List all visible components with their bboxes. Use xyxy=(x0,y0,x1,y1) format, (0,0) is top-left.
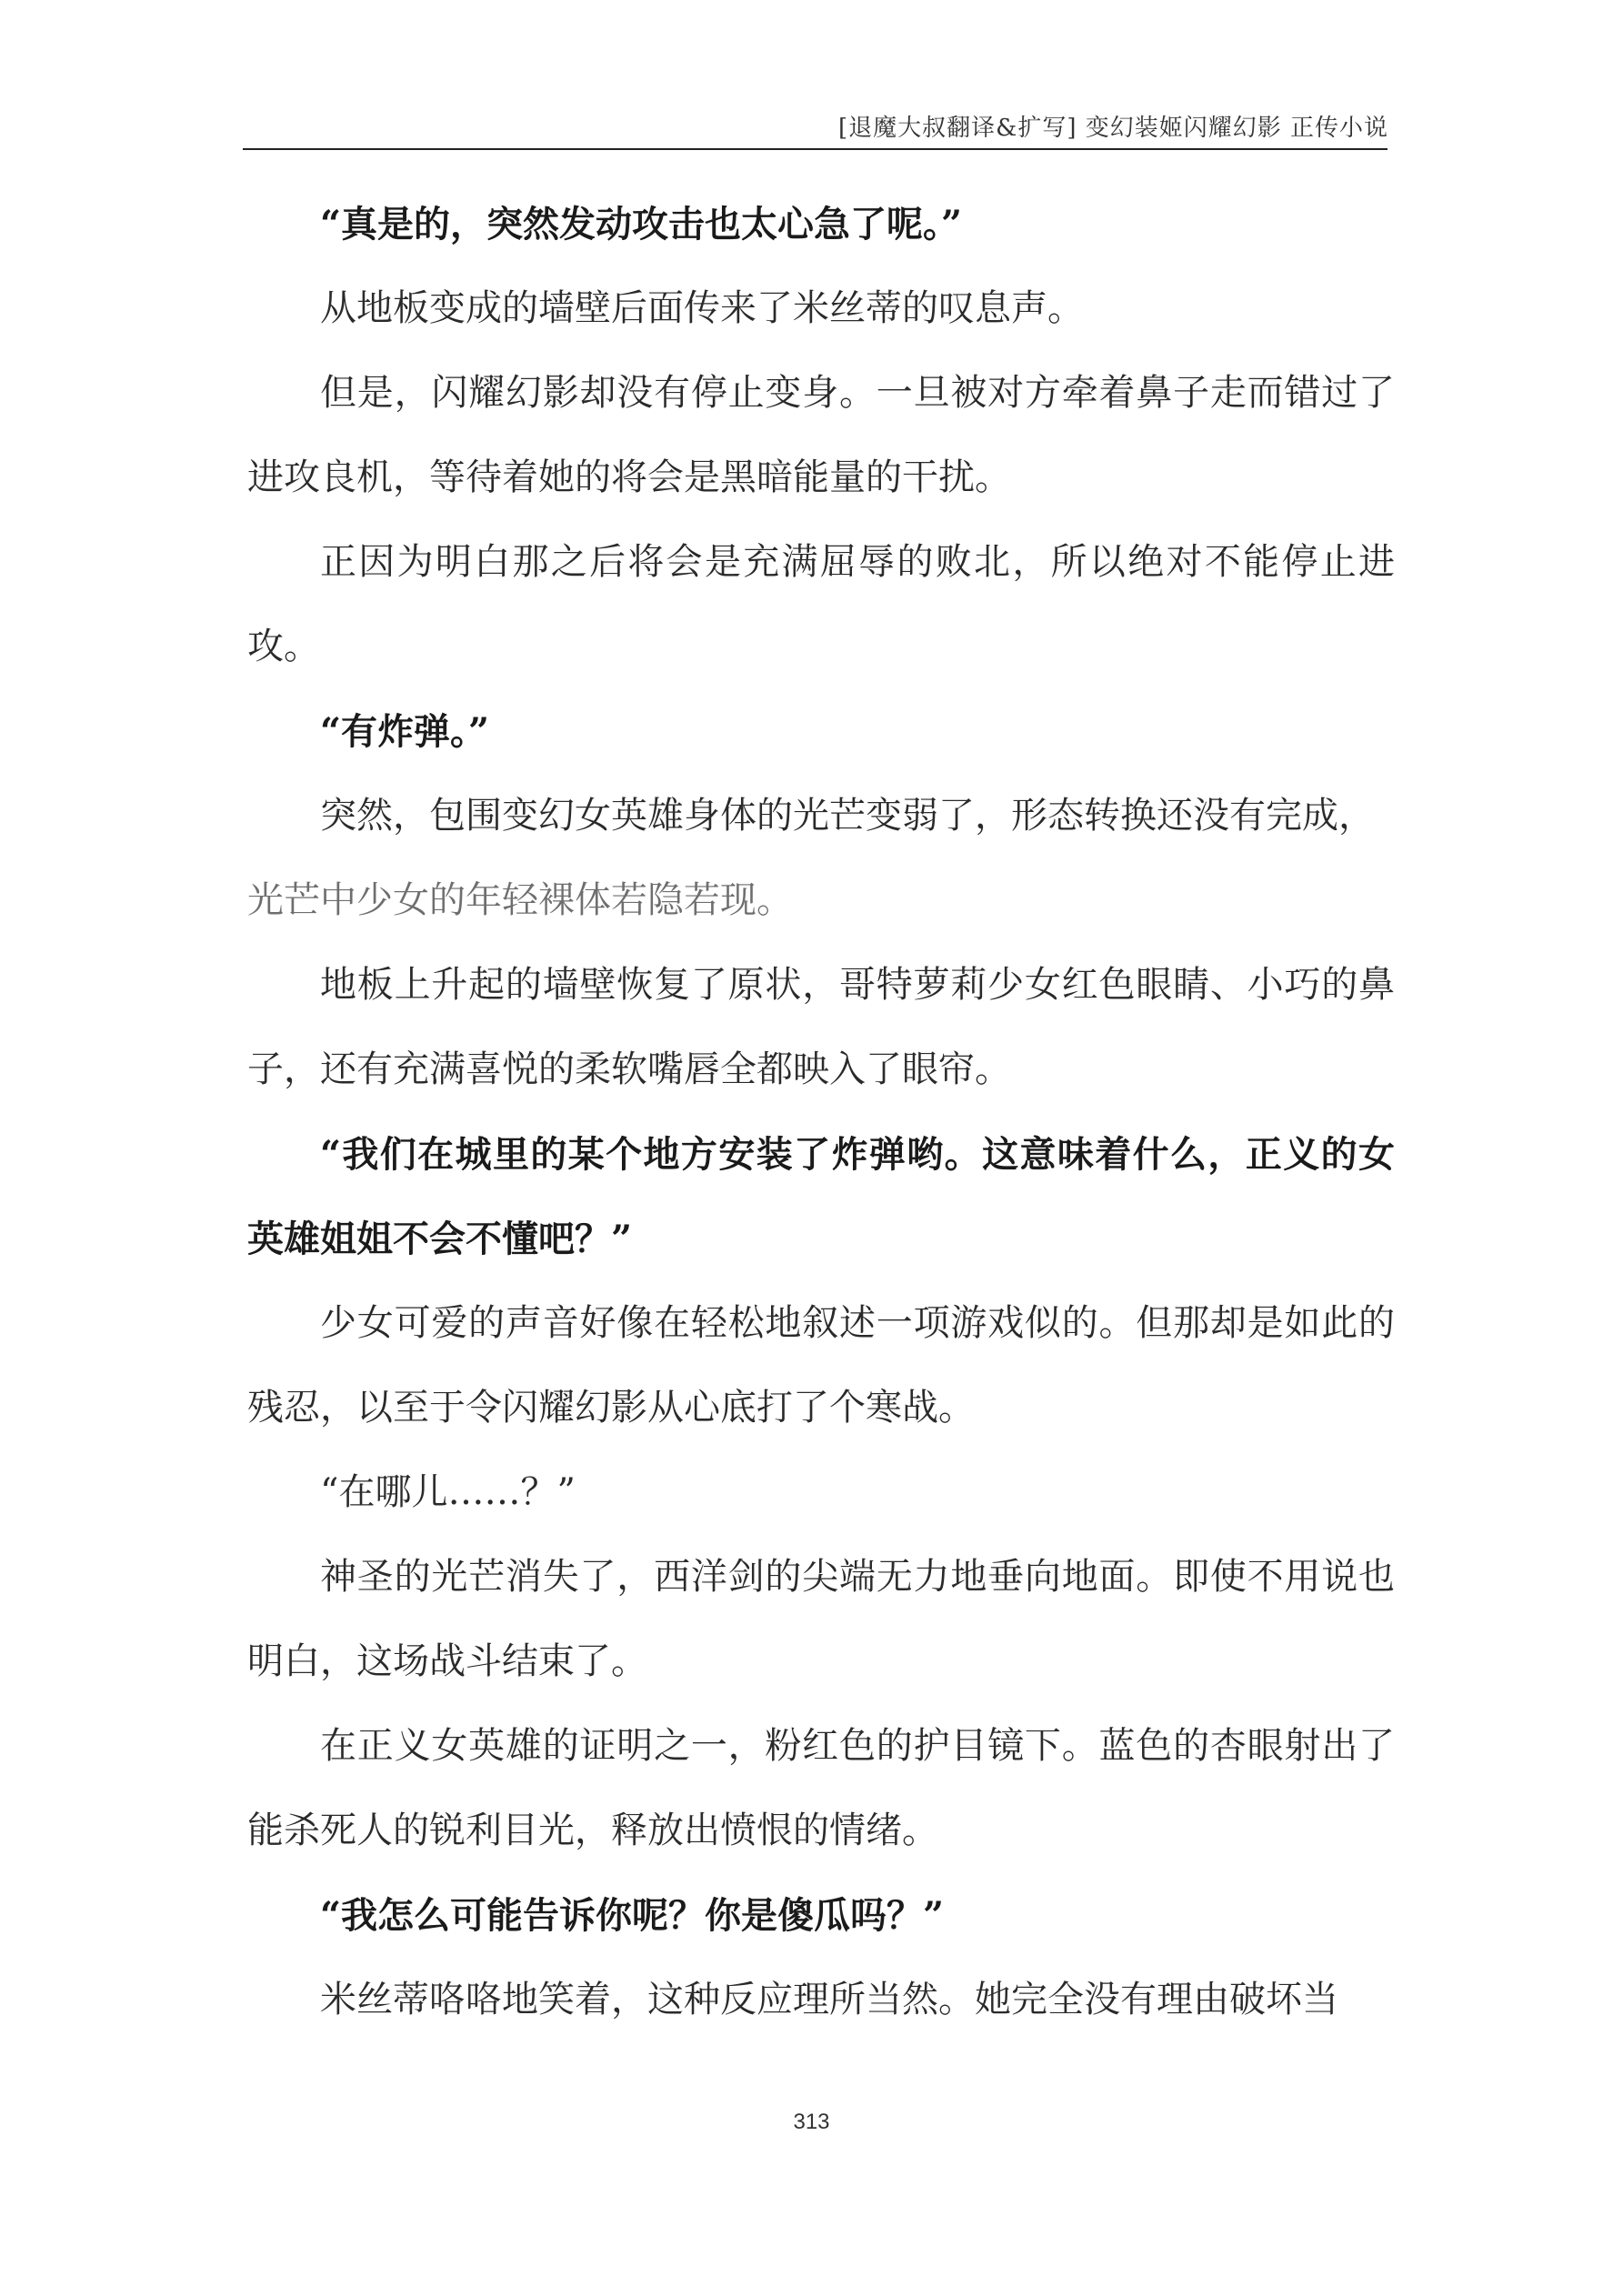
paragraph: 少女可爱的声音好像在轻松地叙述一项游戏似的。但那却是如此的残忍，以至于令闪耀幻影从心底打了个寒战。 xyxy=(247,1302,1395,1429)
dialogue-paragraph: “我怎么可能告诉你呢？你是傻瓜吗？” xyxy=(320,1894,945,1937)
dialogue-paragraph: “有炸弹。” xyxy=(320,710,490,753)
paragraph-continuation: 光芒中少女的年轻裸体若隐若现。 xyxy=(247,879,793,921)
dialogue-paragraph: “在哪儿……？” xyxy=(320,1471,576,1513)
paragraph: 地板上升起的墙壁恢复了原状，哥特萝莉少女红色眼睛、小巧的鼻子，还有充满喜悦的柔软嘴唇全都映入了眼帘。 xyxy=(247,964,1395,1090)
header-rule xyxy=(243,148,1388,150)
paragraph: 从地板变成的墙壁后面传来了米丝蒂的叹息声。 xyxy=(320,287,1084,329)
dialogue-paragraph: “我们在城里的某个地方安装了炸弹哟。这意味着什么，正义的女英雄姐姐不会不懂吧？” xyxy=(247,1133,1395,1260)
paragraph: 但是，闪耀幻影却没有停止变身。一旦被对方牵着鼻子走而错过了进攻良机，等待着她的将会是黑暗能量的干扰。 xyxy=(247,372,1395,498)
paragraph: 正因为明白那之后将会是充满屈辱的败北，所以绝对不能停止进攻。 xyxy=(247,541,1395,667)
running-header: [退魔大叔翻译&扩写] 变幻装姬闪耀幻影 正传小说 xyxy=(838,115,1388,142)
paragraph: 米丝蒂咯咯地笑着，这种反应理所当然。她完全没有理由破坏当 xyxy=(320,1979,1338,2020)
paragraph: 神圣的光芒消失了，西洋剑的尖端无力地垂向地面。即使不用说也明白，这场战斗结束了。 xyxy=(247,1556,1395,1682)
paragraph: 在正义女英雄的证明之一，粉红色的护目镜下。蓝色的杏眼射出了能杀死人的锐利目光，释放出愤恨的情绪。 xyxy=(247,1725,1395,1851)
paragraph: 突然，包围变幻女英雄身体的光芒变弱了，形态转换还没有完成， xyxy=(320,795,1375,837)
dialogue-paragraph: “真是的，突然发动攻击也太心急了呢。” xyxy=(320,203,963,246)
page-number: 313 xyxy=(793,2110,830,2134)
body-text xyxy=(247,182,1395,2042)
